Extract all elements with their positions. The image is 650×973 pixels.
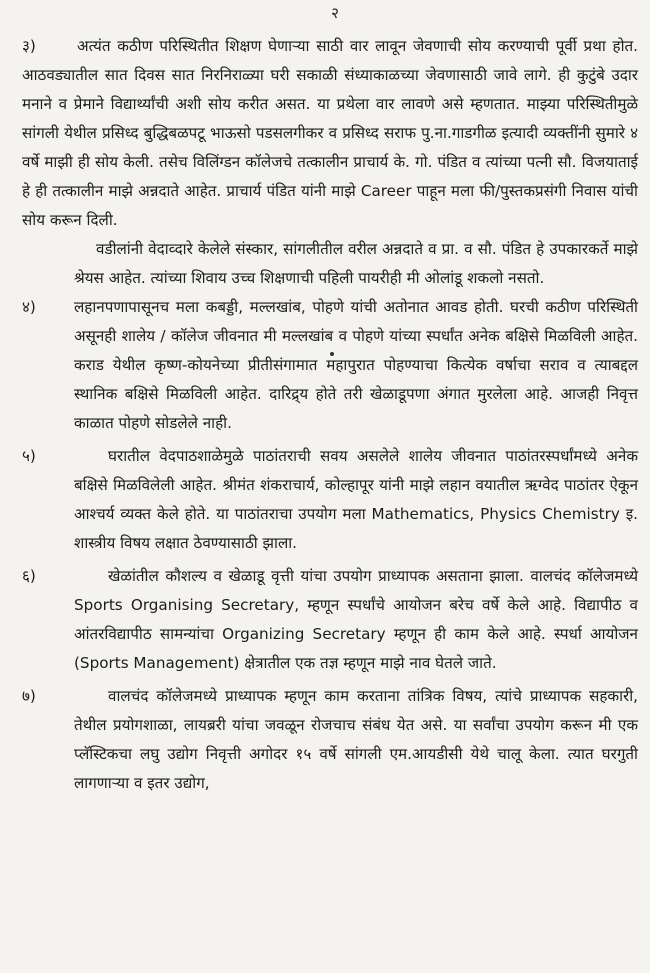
scan-speck <box>330 352 334 356</box>
item-number: ४) <box>22 298 36 316</box>
item-3-paragraph-2: वडीलांनी वेदाव्दारे केलेले संस्कार, सांगलीतील वरील अन्नदाते व प्रा. व सौ. पंडित हे उपकारकर्ते माझे श्रेयस आहेत. त्यांच्या शिवाय उच्च शिक्षणाची पहिली पायरीही मी ओलांडू शकलो नसतो. <box>74 240 638 287</box>
item-7-paragraph-1: वालचंद कॉलेजमध्ये प्राध्यापक म्हणून काम करताना तांत्रिक विषय, त्यांचे प्राध्यापक सहकारी, तेथील प्रयोगशाळा, लायब्ररी यांचा जवळून रोजचाच संबंध येत असे. या सर्वांचा उपयोग करून मी एक प्लॅस्टिकचा लघु उद्योग निवृत्ती अगोदर १५ वर्षे सांगली एम.आयडीसी येथे चालू केला. त्यात घरगुती लागणाऱ्या व इतर उद्योग, <box>74 687 638 792</box>
list-item-3 <box>22 32 638 293</box>
item-3-paragraph-1: अत्यंत कठीण परिस्थितीत शिक्षण घेणाऱ्या साठी वार लावून जेवणाची सोय करण्याची पूर्वी प्रथा होत. आठवड्यातील सात दिवस सात निरनिराळ्या घरी सकाळी संध्याकाळच्या जेवणासाठी जावे लागे. ही कुटुंबे उदार मनाने व प्रेमाने विद्यार्थ्यांची अशी सोय करीत असत. या प्रथेला वार लावणे असे म्हणतात. माझ्या परिस्थितीमुळे सांगली येथील प्रसिध्द बुद्धिबळपटू भाऊसो पडसलगीकर व प्रसिध्द सराफ पु.ना.गाडगीळ इत्यादी व्यक्तींनी सुमारे ४ वर्षे माझी ही सोय केली. तसेच विलिंग्डन कॉलेजचे तत्कालीन प्राचार्य के. गो. पंडित व त्यांच्या पत्नी सौ. विजयाताई हे ही तत्कालीन माझे अन्नदाते आहेत. प्राचार्य पंडित यांनी माझे Career पाहून मला फी/पुस्तकप्रसंगी निवास यांची सोय करून दिली. <box>22 37 638 229</box>
item-number: ३) <box>22 37 36 55</box>
item-4-paragraph-1: लहानपणापासूनच मला कबड्डी, मल्लखांब, पोहणे यांची अतोनात आवड होती. घरची कठीण परिस्थिती असूनही शालेय / कॉलेज जीवनात मी मल्लखांब व पोहणे यांच्या स्पर्धांत अनेक बक्षिसे मिळविली आहेत. कराड येथील कृष्ण-कोयनेच्या प्रीतीसंगामात महापुरात पोहण्याचा कित्येक वर्षाचा सराव व त्याबद्दल स्थानिक बक्षिसे मिळविली आहेत. दारिद्र्य होते तरी खेळाडूपणा अंगात मुरलेला आहे. आजही निवृत्त काळात पोहणे सोडलेले नाही. <box>74 298 638 432</box>
list-item-5 <box>22 442 638 558</box>
item-number: ५) <box>22 447 36 465</box>
list-item-4 <box>22 293 638 438</box>
page-number: २ <box>331 4 339 22</box>
list-item-7 <box>22 682 638 798</box>
list-item-6 <box>22 562 638 678</box>
item-6-paragraph-1: खेळांतील कौशल्य व खेळाडू वृत्ती यांचा उपयोग प्राध्यापक असताना झाला. वालचंद कॉलेजमध्ये Sports Organising Secretary, म्हणून स्पर्धांचे आयोजन बरेच वर्षे केले आहे. विद्यापीठ व आंतरविद्यापीठ सामन्यांचा Organizing Secretary म्हणून ही काम केले आहे. स्पर्धा आयोजन (Sports Management) क्षेत्रातील एक तज्ञ म्हणून माझे नाव घेतले जाते. <box>74 567 638 672</box>
item-5-paragraph-1: घरातील वेदपाठशाळेमुळे पाठांतराची सवय असलेले शालेय जीवनात पाठांतरस्पर्धांमध्ये अनेक बक्षिसे मिळविलेली आहेत. श्रीमंत शंकराचार्य, कोल्हापूर यांनी माझे लहान वयातील ऋग्वेद पाठांतर ऐकून आश्चर्य व्यक्त केले होते. या पाठांतराचा उपयोग मला Mathematics, Physics Chemistry इ. शास्त्रीय विषय लक्षात ठेवण्यासाठी झाला. <box>74 447 638 552</box>
item-number: ७) <box>22 687 36 705</box>
item-number: ६) <box>22 567 36 585</box>
